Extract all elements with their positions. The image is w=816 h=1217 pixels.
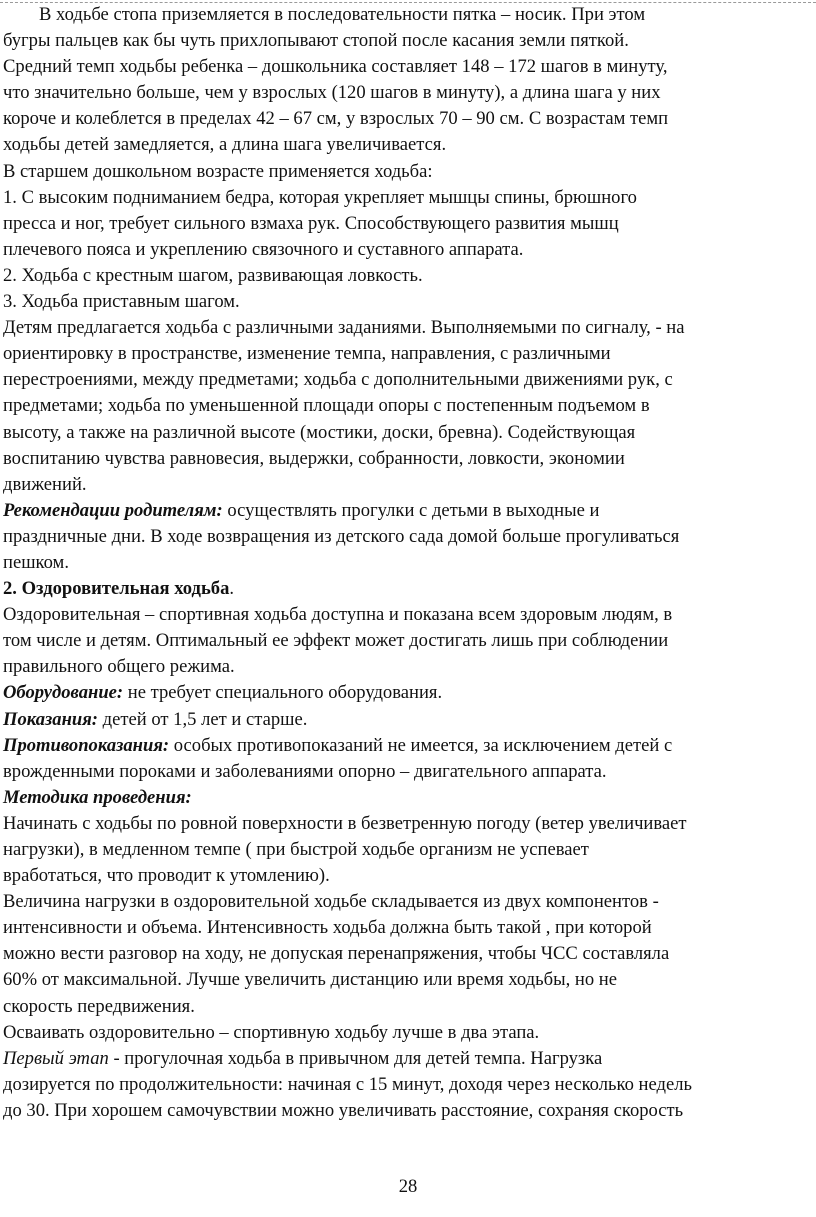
text-line: В ходьбе стопа приземляется в последовательности пятка – носик. При этом <box>39 4 646 25</box>
text-line: до 30. При хорошем самочувствии можно увеличивать расстояние, сохраняя скорость <box>3 1099 684 1121</box>
text-line <box>3 785 815 811</box>
text-line: короче и колеблется в пределах 42 – 67 см, у взрослых 70 – 90 см. С возрастам темп <box>3 108 669 130</box>
text-line: Осваивать оздоровительно – спортивную ходьбу лучше в два этапа. <box>3 1021 540 1043</box>
line-text: детей от 1,5 лет и старше. <box>98 708 308 730</box>
text-line: праздничные дни. В ходе возвращения из детского сада домой больше прогуливаться <box>3 525 680 547</box>
contraindications-label: Противопоказания: <box>3 734 170 756</box>
text-line: правильного общего режима. <box>3 656 235 678</box>
text-line: дозируется по продолжительности: начиная с 15 минут, доходя через несколько недель <box>3 1073 692 1095</box>
line-text: особых противопоказаний не имеется, за исключением детей с <box>169 734 673 756</box>
text-line: скорость передвижения. <box>3 995 195 1017</box>
equipment-label: Оборудование: <box>3 682 124 704</box>
text-line: 3. Ходьба приставным шагом. <box>3 291 240 313</box>
text-line: воспитанию чувства равновесия, выдержки, собранности, ловкости, экономии <box>3 447 625 469</box>
text-line: ходьбы детей замедляется, а длина шага увеличивается. <box>3 134 447 156</box>
text-line: плечевого пояса и укреплению связочного и суставного аппарата. <box>3 238 524 260</box>
text-line: Средний темп ходьбы ребенка – дошкольника составляет 148 – 172 шагов в минуту, <box>3 56 668 78</box>
text-line <box>3 1046 815 1072</box>
text-line: что значительно больше, чем у взрослых (120 шагов в минуту), а длина шага у них <box>3 82 661 104</box>
body-text <box>3 2 815 1124</box>
section-heading: 2. Оздоровительная ходьба <box>3 578 230 600</box>
text-line: Начинать с ходьбы по ровной поверхности в безветренную погоду (ветер увеличивает <box>3 812 687 834</box>
text-line: пешком. <box>3 551 69 573</box>
text-line <box>3 498 815 524</box>
text-line <box>3 707 815 733</box>
text-line: бугры пальцев как бы чуть прихлопывают стопой после касания земли пяткой. <box>3 30 629 52</box>
line-text: осуществлять прогулки с детьми в выходные и <box>222 499 600 521</box>
text-line: 60% от максимальной. Лучше увеличить дистанцию или время ходьбы, но не <box>3 969 617 991</box>
text-line <box>3 733 815 759</box>
text-line: можно вести разговор на ходу, не допуская перенапряжения, чтобы ЧСС составляла <box>3 943 670 965</box>
text-line: врожденными пороками и заболеваниями опорно – двигательного аппарата. <box>3 760 607 782</box>
text-line: Детям предлагается ходьба с различными заданиями. Выполняемыми по сигналу, - на <box>3 317 685 339</box>
text-line: вработаться, что проводит к утомлению). <box>3 865 330 887</box>
text-line: перестроениями, между предметами; ходьба с дополнительными движениями рук, с <box>3 369 673 391</box>
line-text: . <box>229 578 235 600</box>
methodology-label: Методика проведения: <box>3 786 192 808</box>
page-number: 28 <box>398 1176 418 1197</box>
line-text: не требует специального оборудования. <box>123 682 443 704</box>
text-line: предметами; ходьба по уменьшенной площади опоры с постепенным подъемом в <box>3 395 650 417</box>
text-line: 2. Ходьба с крестным шагом, развивающая ловкость. <box>3 264 423 286</box>
text-line: 1. С высоким подниманием бедра, которая укрепляет мышцы спины, брюшного <box>3 186 637 208</box>
text-line: Оздоровительная – спортивная ходьба доступна и показана всем здоровым людям, в <box>3 604 673 626</box>
line-text: - прогулочная ходьба в привычном для детей темпа. Нагрузка <box>108 1047 603 1069</box>
text-line: пресса и ног, требует сильного взмаха рук. Способствующего развития мышц <box>3 212 619 234</box>
text-line <box>3 680 815 706</box>
text-line: высоту, а также на различной высоте (мостики, доски, бревна). Содействующая <box>3 421 636 443</box>
text-line: движений. <box>3 473 87 495</box>
text-line: интенсивности и объема. Интенсивность ходьба должна быть такой , при которой <box>3 917 652 939</box>
text-line: том числе и детям. Оптимальный ее эффект может достигать лишь при соблюдении <box>3 630 669 652</box>
text-line <box>3 576 815 602</box>
text-line: ориентировку в пространстве, изменение темпа, направления, с различными <box>3 343 611 365</box>
text-line: Величина нагрузки в оздоровительной ходьбе складывается из двух компонентов - <box>3 891 659 913</box>
text-line: нагрузки), в медленном темпе ( при быстрой ходьбе организм не успевает <box>3 839 589 860</box>
parents-recommendations-label: Рекомендации родителям: <box>3 499 223 521</box>
indications-label: Показания: <box>3 708 99 730</box>
first-stage-label: Первый этап <box>3 1047 109 1069</box>
text-line: В старшем дошкольном возрасте применяется ходьба: <box>3 160 433 182</box>
